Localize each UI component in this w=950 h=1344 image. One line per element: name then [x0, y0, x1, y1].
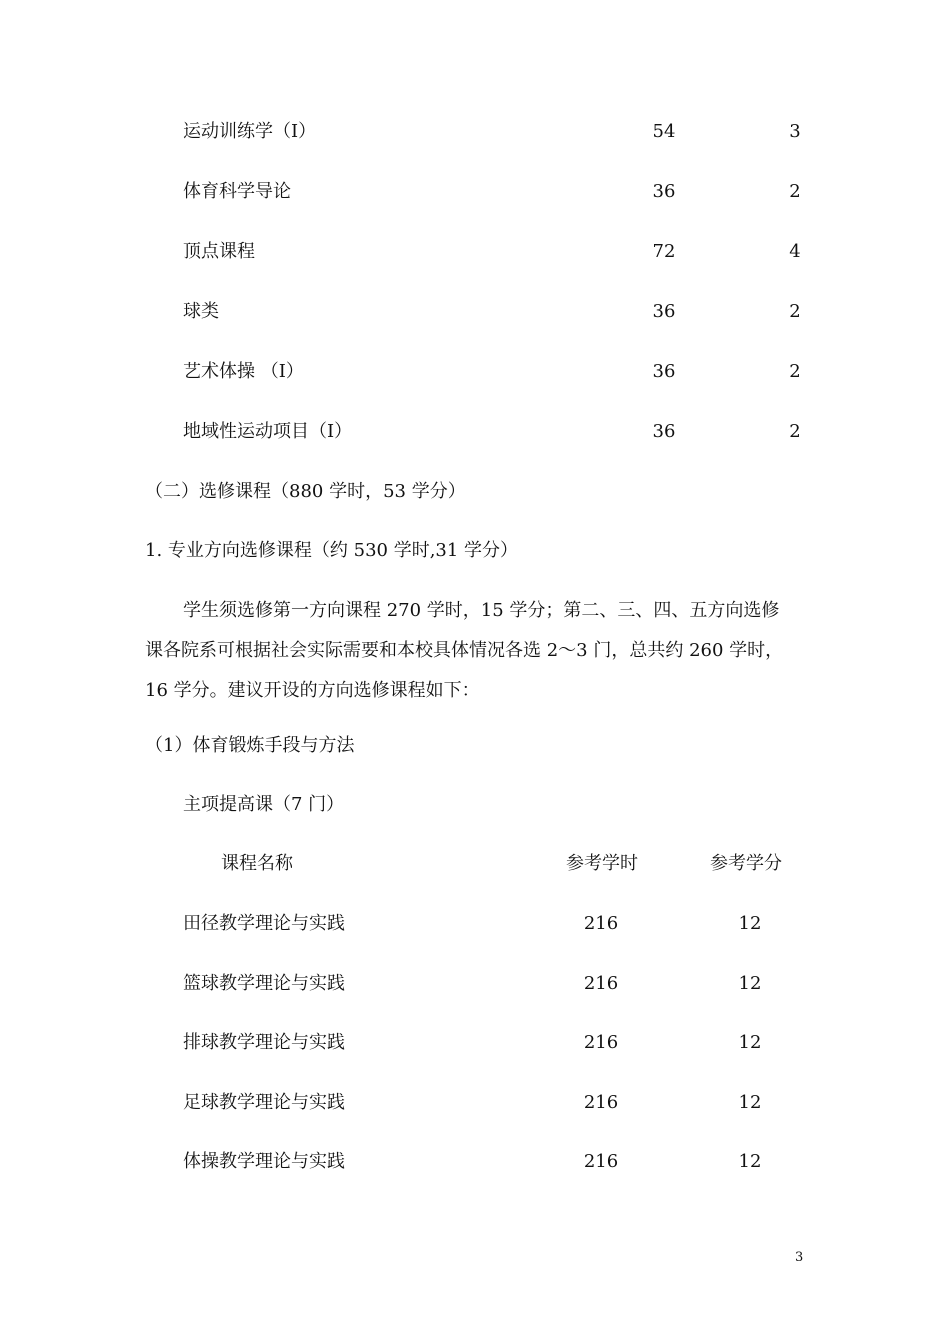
table-row	[0, 909, 950, 939]
course-hours: 216	[583, 913, 619, 934]
column-header-credits: 参考学分	[710, 853, 782, 874]
table-row	[0, 357, 950, 387]
course-credits: 2	[789, 421, 801, 442]
direction-heading: （1）体育锻炼手段与方法	[145, 735, 355, 756]
course-credits: 2	[789, 181, 801, 202]
course-name: 顶点课程	[183, 241, 255, 262]
course-hours: 216	[583, 973, 619, 994]
table-row	[0, 417, 950, 447]
course-credits: 4	[789, 241, 801, 262]
table-header-row	[0, 849, 950, 879]
course-name: 足球教学理论与实践	[183, 1092, 345, 1113]
table-row	[0, 1028, 950, 1058]
table-row	[0, 177, 950, 207]
course-name: 篮球教学理论与实践	[183, 973, 345, 994]
course-name: 地域性运动项目（Ⅰ）	[183, 421, 353, 442]
main-course-heading: 主项提高课（7 门）	[183, 794, 345, 815]
course-hours: 216	[583, 1032, 619, 1053]
course-name: 运动训练学（Ⅰ）	[183, 121, 317, 142]
column-header-name: 课程名称	[221, 853, 293, 874]
course-credits: 12	[738, 973, 762, 994]
course-name: 田径教学理论与实践	[183, 913, 345, 934]
course-hours: 36	[652, 361, 676, 382]
course-credits: 12	[738, 1032, 762, 1053]
subsection-heading-direction-electives: 1. 专业方向选修课程（约 530 学时,31 学分）	[145, 540, 519, 561]
course-hours: 36	[652, 421, 676, 442]
course-name: 球类	[183, 301, 219, 322]
table-row	[0, 1088, 950, 1118]
course-hours: 216	[583, 1092, 619, 1113]
course-hours: 216	[583, 1151, 619, 1172]
course-credits: 12	[738, 1092, 762, 1113]
course-credits: 2	[789, 301, 801, 322]
table-row	[0, 297, 950, 327]
table-row	[0, 969, 950, 999]
course-name: 艺术体操 （Ⅰ）	[183, 361, 304, 382]
course-hours: 36	[652, 301, 676, 322]
course-hours: 54	[652, 121, 676, 142]
table-row	[0, 1147, 950, 1177]
section-heading-elective: （二）选修课程（880 学时，53 学分）	[145, 481, 466, 502]
course-credits: 12	[738, 1151, 762, 1172]
course-credits: 12	[738, 913, 762, 934]
page-number: 3	[795, 1250, 804, 1265]
course-credits: 2	[789, 361, 801, 382]
course-hours: 72	[652, 241, 676, 262]
paragraph-line: 学生须选修第一方向课程 270 学时，15 学分；第二、三、四、五方向选修	[183, 600, 780, 621]
course-name: 体操教学理论与实践	[183, 1151, 345, 1172]
course-credits: 3	[789, 121, 801, 142]
paragraph-line: 16 学分。建议开设的方向选修课程如下：	[145, 680, 480, 701]
table-row	[0, 237, 950, 267]
course-name: 体育科学导论	[183, 181, 291, 202]
table-row	[0, 117, 950, 147]
course-name: 排球教学理论与实践	[183, 1032, 345, 1053]
paragraph-line: 课各院系可根据社会实际需要和本校具体情况各选 2～3 门，总共约 260 学时，	[145, 640, 784, 661]
course-hours: 36	[652, 181, 676, 202]
column-header-hours: 参考学时	[566, 853, 638, 874]
